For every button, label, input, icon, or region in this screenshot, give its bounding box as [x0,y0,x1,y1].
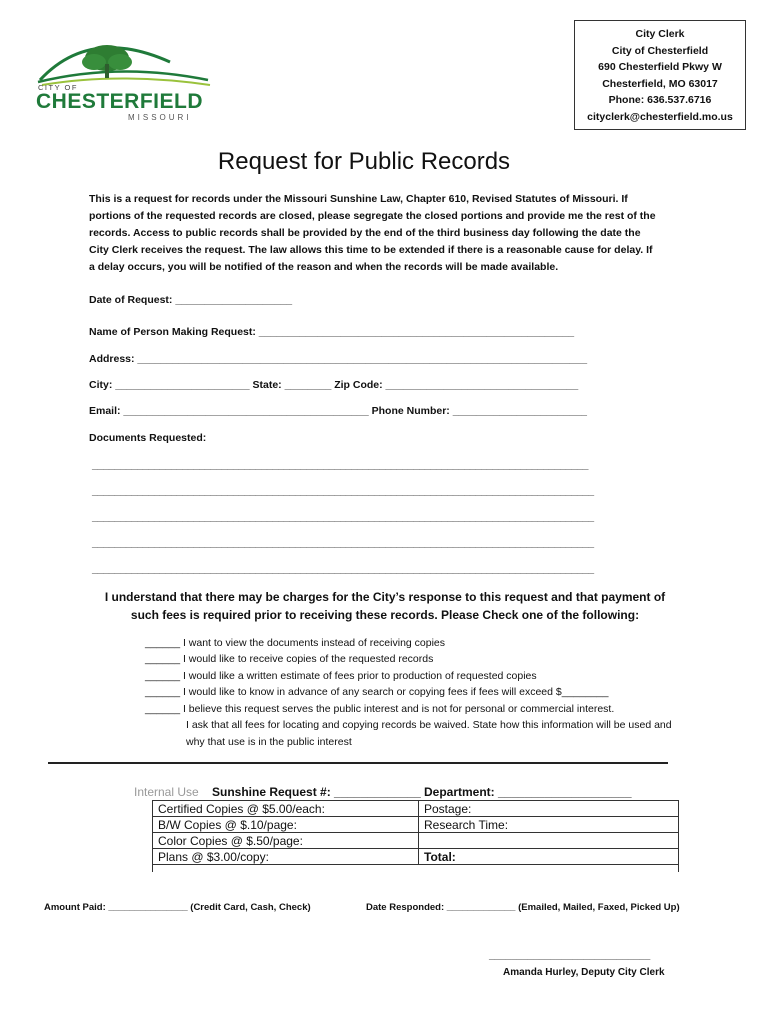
date-responded-field[interactable]: Date Responded: _____________ (Emailed, Mailed, Faxed, Picked Up) [366,902,680,913]
table-border [152,816,678,817]
fees-acknowledgement: I understand that there may be charges for the City’s response to this request and that payment of such fees is required prior to receiving these records. Please Check one of the following: [104,590,666,622]
city-state-zip-field[interactable]: City: _______________________ State: ________ Zip Code: _________________________________ [89,379,579,391]
option-receive-copies[interactable]: ______ I would like to receive copies of the requested records [145,653,434,665]
documents-line[interactable]: _________________________________________________________________________________________ [92,511,594,523]
option-view-documents[interactable]: ______ I want to view the documents instead of receiving copies [145,637,446,649]
department-field: Department: ____________________ [424,785,632,799]
table-border [152,848,678,849]
plans-row: Plans @ $3.00/copy: [158,850,269,864]
signature-line: _____________________________ [489,950,651,961]
table-border [418,800,419,864]
option-advance-notice[interactable]: ______ I would like to know in advance of any search or copying fees if fees will exceed $________ [145,686,609,698]
research-time-row: Research Time: [424,818,509,832]
address-line: 690 Chesterfield Pkwy W [598,61,722,73]
sunshine-request-number: Sunshine Request #: _____________ [212,785,421,799]
date-of-request-field[interactable]: Date of Request: ____________________ [89,294,293,306]
documents-line[interactable]: _________________________________________________________________________________________ [92,537,594,549]
address-email: cityclerk@chesterfield.mo.us [587,110,733,123]
total-row: Total: [424,850,456,864]
documents-line[interactable]: _________________________________________________________________________________________ [92,485,594,497]
logo-state: MISSOURI [128,113,192,122]
address-line: City of Chesterfield [611,44,709,57]
option-written-estimate[interactable]: ______ I would like a written estimate of fees prior to production of requested copies [145,670,537,682]
internal-use-label: Internal Use [134,785,199,799]
documents-line[interactable]: _________________________________________________________________________________________ [92,563,594,575]
logo-name: CHESTERFIELD [36,90,204,113]
address-line: City Clerk [635,28,685,40]
table-border [152,800,678,801]
address-line: Phone: 636.537.6716 [608,94,712,106]
page-title: Request for Public Records [217,148,511,175]
amount-paid-field[interactable]: Amount Paid: _______________ (Credit Card, Cash, Check) [44,902,311,913]
bw-copies-row: B/W Copies @ $.10/page: [158,818,297,832]
color-copies-row: Color Copies @ $.50/page: [158,834,303,848]
option-public-interest-continued: I ask that all fees for locating and copying records be waived. State how this information will be used and why that use is in the public interest [186,719,672,748]
postage-row: Postage: [424,802,472,816]
intro-paragraph: This is a request for records under the Missouri Sunshine Law, Chapter 610, Revised Statutes of Missouri. If portions of the requested records are closed, please segregate the closed portions and provide me the rest of the records. Access to public records shall be provided by the end of the third business day following the date the City Clerk receives the request. The law allows this time to be extended if there is a reasonable cause for delay. If a delay occurs, you will be notified of the reason and when the records will be made available. [89,193,656,273]
table-border [152,864,678,865]
signer-name: Amanda Hurley, Deputy City Clerk [503,967,665,978]
option-public-interest[interactable]: ______ I believe this request serves the public interest and is not for personal or commercial interest. [145,703,615,715]
table-border [152,800,153,872]
address-box [574,20,746,130]
address-line: Chesterfield, MO 63017 [602,77,718,90]
table-border [678,800,679,872]
documents-line[interactable]: ________________________________________________________________________________________ [92,459,589,471]
email-phone-field[interactable]: Email: __________________________________________ Phone Number: _______________________ [89,405,588,417]
section-divider [48,762,668,764]
table-border [152,832,678,833]
logo-city-of: CITY OF [38,83,78,92]
documents-requested-label: Documents Requested: [89,432,207,444]
address-field[interactable]: Address: _____________________________________________________________________________ [89,353,588,365]
certified-copies-row: Certified Copies @ $5.00/each: [158,802,325,816]
requester-name-field[interactable]: Name of Person Making Request: ______________________________________________________ [89,326,575,338]
